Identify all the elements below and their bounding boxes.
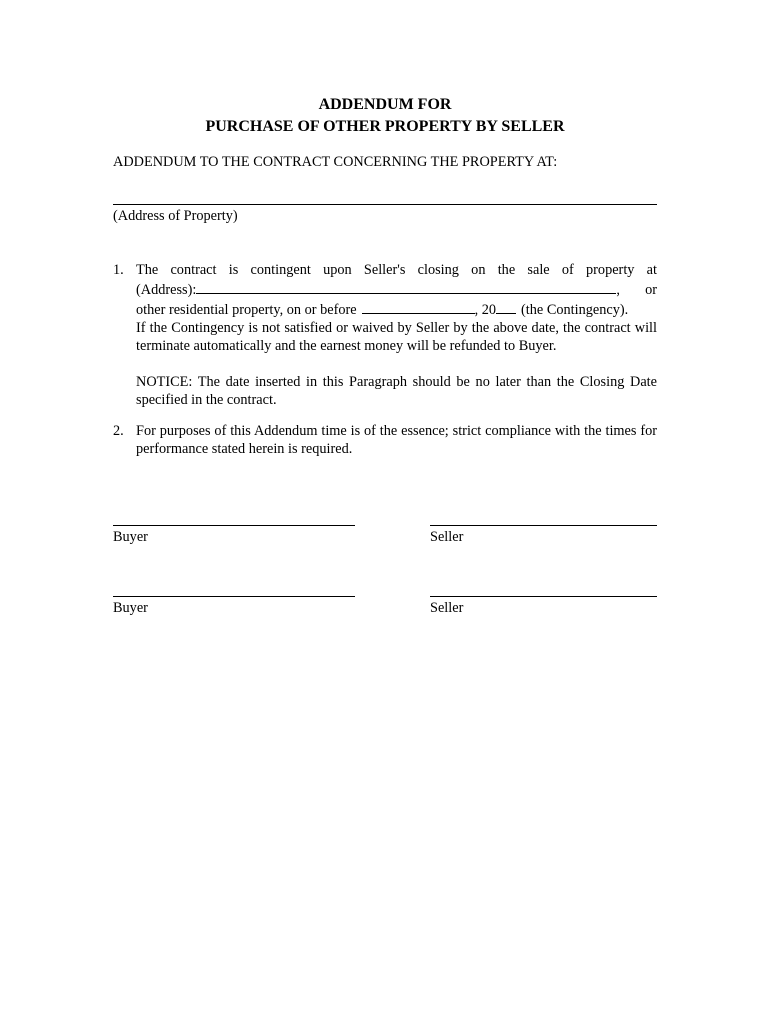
line-2-comma: , (616, 282, 620, 298)
paragraph-1-line-3 (136, 299, 657, 319)
seller-label-1: Seller (430, 529, 464, 545)
title-line-2: PURCHASE OF OTHER PROPERTY BY SELLER (205, 118, 565, 135)
paragraph-1 (113, 261, 657, 409)
paragraph-2-text: For purposes of this Addendum time is of the essence; strict compliance with the times for performance stated herein is required. (136, 423, 657, 457)
intro-text: ADDENDUM TO THE CONTRACT CONCERNING THE PROPERTY AT: (113, 154, 558, 170)
contingency-label: (the Contingency). (521, 302, 629, 318)
paragraph-1-line-1: The contract is contingent upon Seller's closing on the sale of property at (136, 262, 657, 278)
year-prefix: , 20 (474, 302, 497, 318)
line-2-or: or (645, 282, 657, 298)
buyer-signature-line-1[interactable] (113, 525, 355, 526)
paragraph-2 (113, 422, 657, 458)
contingency-date-blank[interactable] (362, 299, 475, 314)
paragraph-2-number: 2. (113, 423, 124, 439)
paragraph-1-number: 1. (113, 262, 124, 278)
other-property-address-blank[interactable] (196, 279, 616, 294)
buyer-signature-line-2[interactable] (113, 596, 355, 597)
contingency-year-blank[interactable] (496, 299, 516, 314)
paragraph-1-line-4: If the Contingency is not satisfied or waived by Seller by the above date, the contract will terminate automatically and the earnest money will be refunded to Buyer. (136, 320, 657, 354)
line-2-suffix (616, 281, 657, 299)
seller-signature-line-1[interactable] (430, 525, 657, 526)
buyer-label-2: Buyer (113, 600, 148, 616)
address-caption: (Address of Property) (113, 208, 238, 224)
paragraph-1-line-2 (136, 279, 657, 299)
address-label: (Address): (136, 282, 197, 298)
title-line-1: ADDENDUM FOR (318, 96, 452, 113)
seller-signature-line-2[interactable] (430, 596, 657, 597)
seller-label-2: Seller (430, 600, 464, 616)
notice-text: NOTICE: The date inserted in this Paragraph should be no later than the Closing Date specified in the contract. (136, 374, 657, 408)
on-or-before-text: other residential property, on or before (136, 302, 357, 318)
address-of-property-blank[interactable] (113, 204, 657, 205)
buyer-label-1: Buyer (113, 529, 148, 545)
